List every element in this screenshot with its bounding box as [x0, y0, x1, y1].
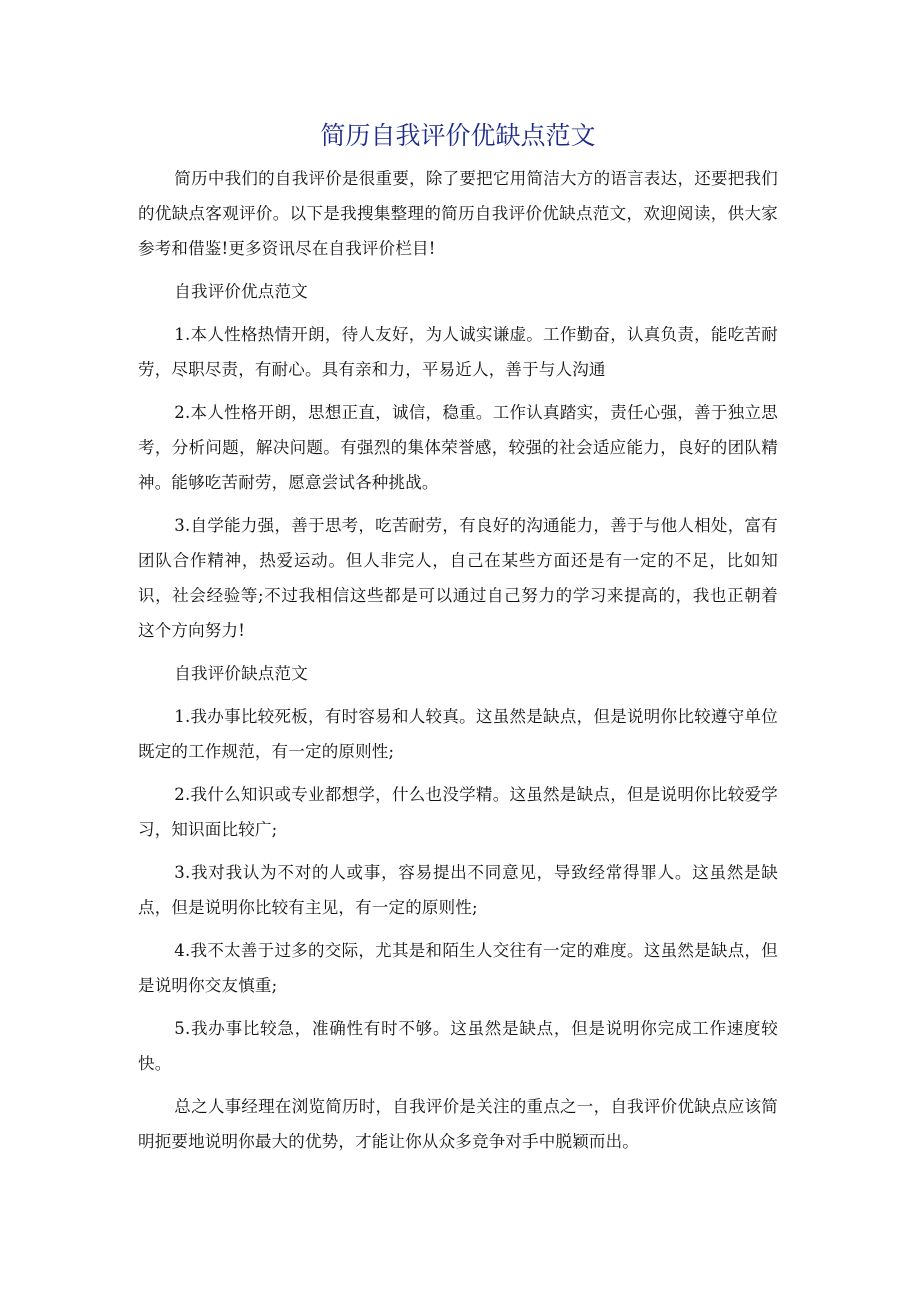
- intro-paragraph: 简历中我们的自我评价是很重要，除了要把它用简洁大方的语言表达，还要把我们的优缺点客观评价。以下是我搜集整理的简历自我评价优缺点范文，欢迎阅读，供大家参考和借鉴!更多资讯尽在自我评价栏目!: [138, 169, 778, 258]
- strength-item: 2.本人性格开朗，思想正直，诚信，稳重。工作认真踏实，责任心强，善于独立思考，分析问题，解决问题。有强烈的集体荣誉感，较强的社会适应能力，良好的团队精神。能够吃苦耐劳，愿意尝试各种挑战。: [138, 403, 778, 492]
- weakness-item: 4.我不太善于过多的交际，尤其是和陌生人交往有一定的难度。这虽然是缺点，但是说明你交友慎重;: [138, 941, 778, 995]
- strengths-heading: 自我评价优点范文: [174, 282, 308, 301]
- weakness-item: 3.我对我认为不对的人或事，容易提出不同意见，导致经常得罪人。这虽然是缺点，但是说明你比较有主见，有一定的原则性;: [138, 863, 778, 917]
- weaknesses-heading: 自我评价缺点范文: [174, 664, 308, 683]
- conclusion-paragraph: 总之人事经理在浏览简历时，自我评价是关注的重点之一，自我评价优缺点应该简明扼要地说明你最大的优势，才能让你从众多竞争对手中脱颖而出。: [138, 1097, 778, 1151]
- document-body: [138, 161, 778, 1167]
- document-title: 简历自我评价优缺点范文: [320, 121, 596, 150]
- weakness-item: 2.我什么知识或专业都想学，什么也没学精。这虽然是缺点，但是说明你比较爱学习，知识面比较广;: [138, 785, 778, 839]
- weakness-item: 5.我办事比较急，准确性有时不够。这虽然是缺点，但是说明你完成工作速度较快。: [138, 1019, 778, 1073]
- strength-item: 1.本人性格热情开朗，待人友好，为人诚实谦虚。工作勤奋，认真负责，能吃苦耐劳，尽职尽责，有耐心。具有亲和力，平易近人，善于与人沟通: [138, 325, 778, 379]
- strength-item: 3.自学能力强，善于思考，吃苦耐劳，有良好的沟通能力，善于与他人相处，富有团队合作精神，热爱运动。但人非完人，自己在某些方面还是有一定的不足，比如知识，社会经验等;不过我相信这些都是可以通过自己努力的学习来提高的，我也正朝着这个方向努力!: [138, 516, 778, 640]
- weakness-item: 1.我办事比较死板，有时容易和人较真。这虽然是缺点，但是说明你比较遵守单位既定的工作规范，有一定的原则性;: [138, 707, 778, 761]
